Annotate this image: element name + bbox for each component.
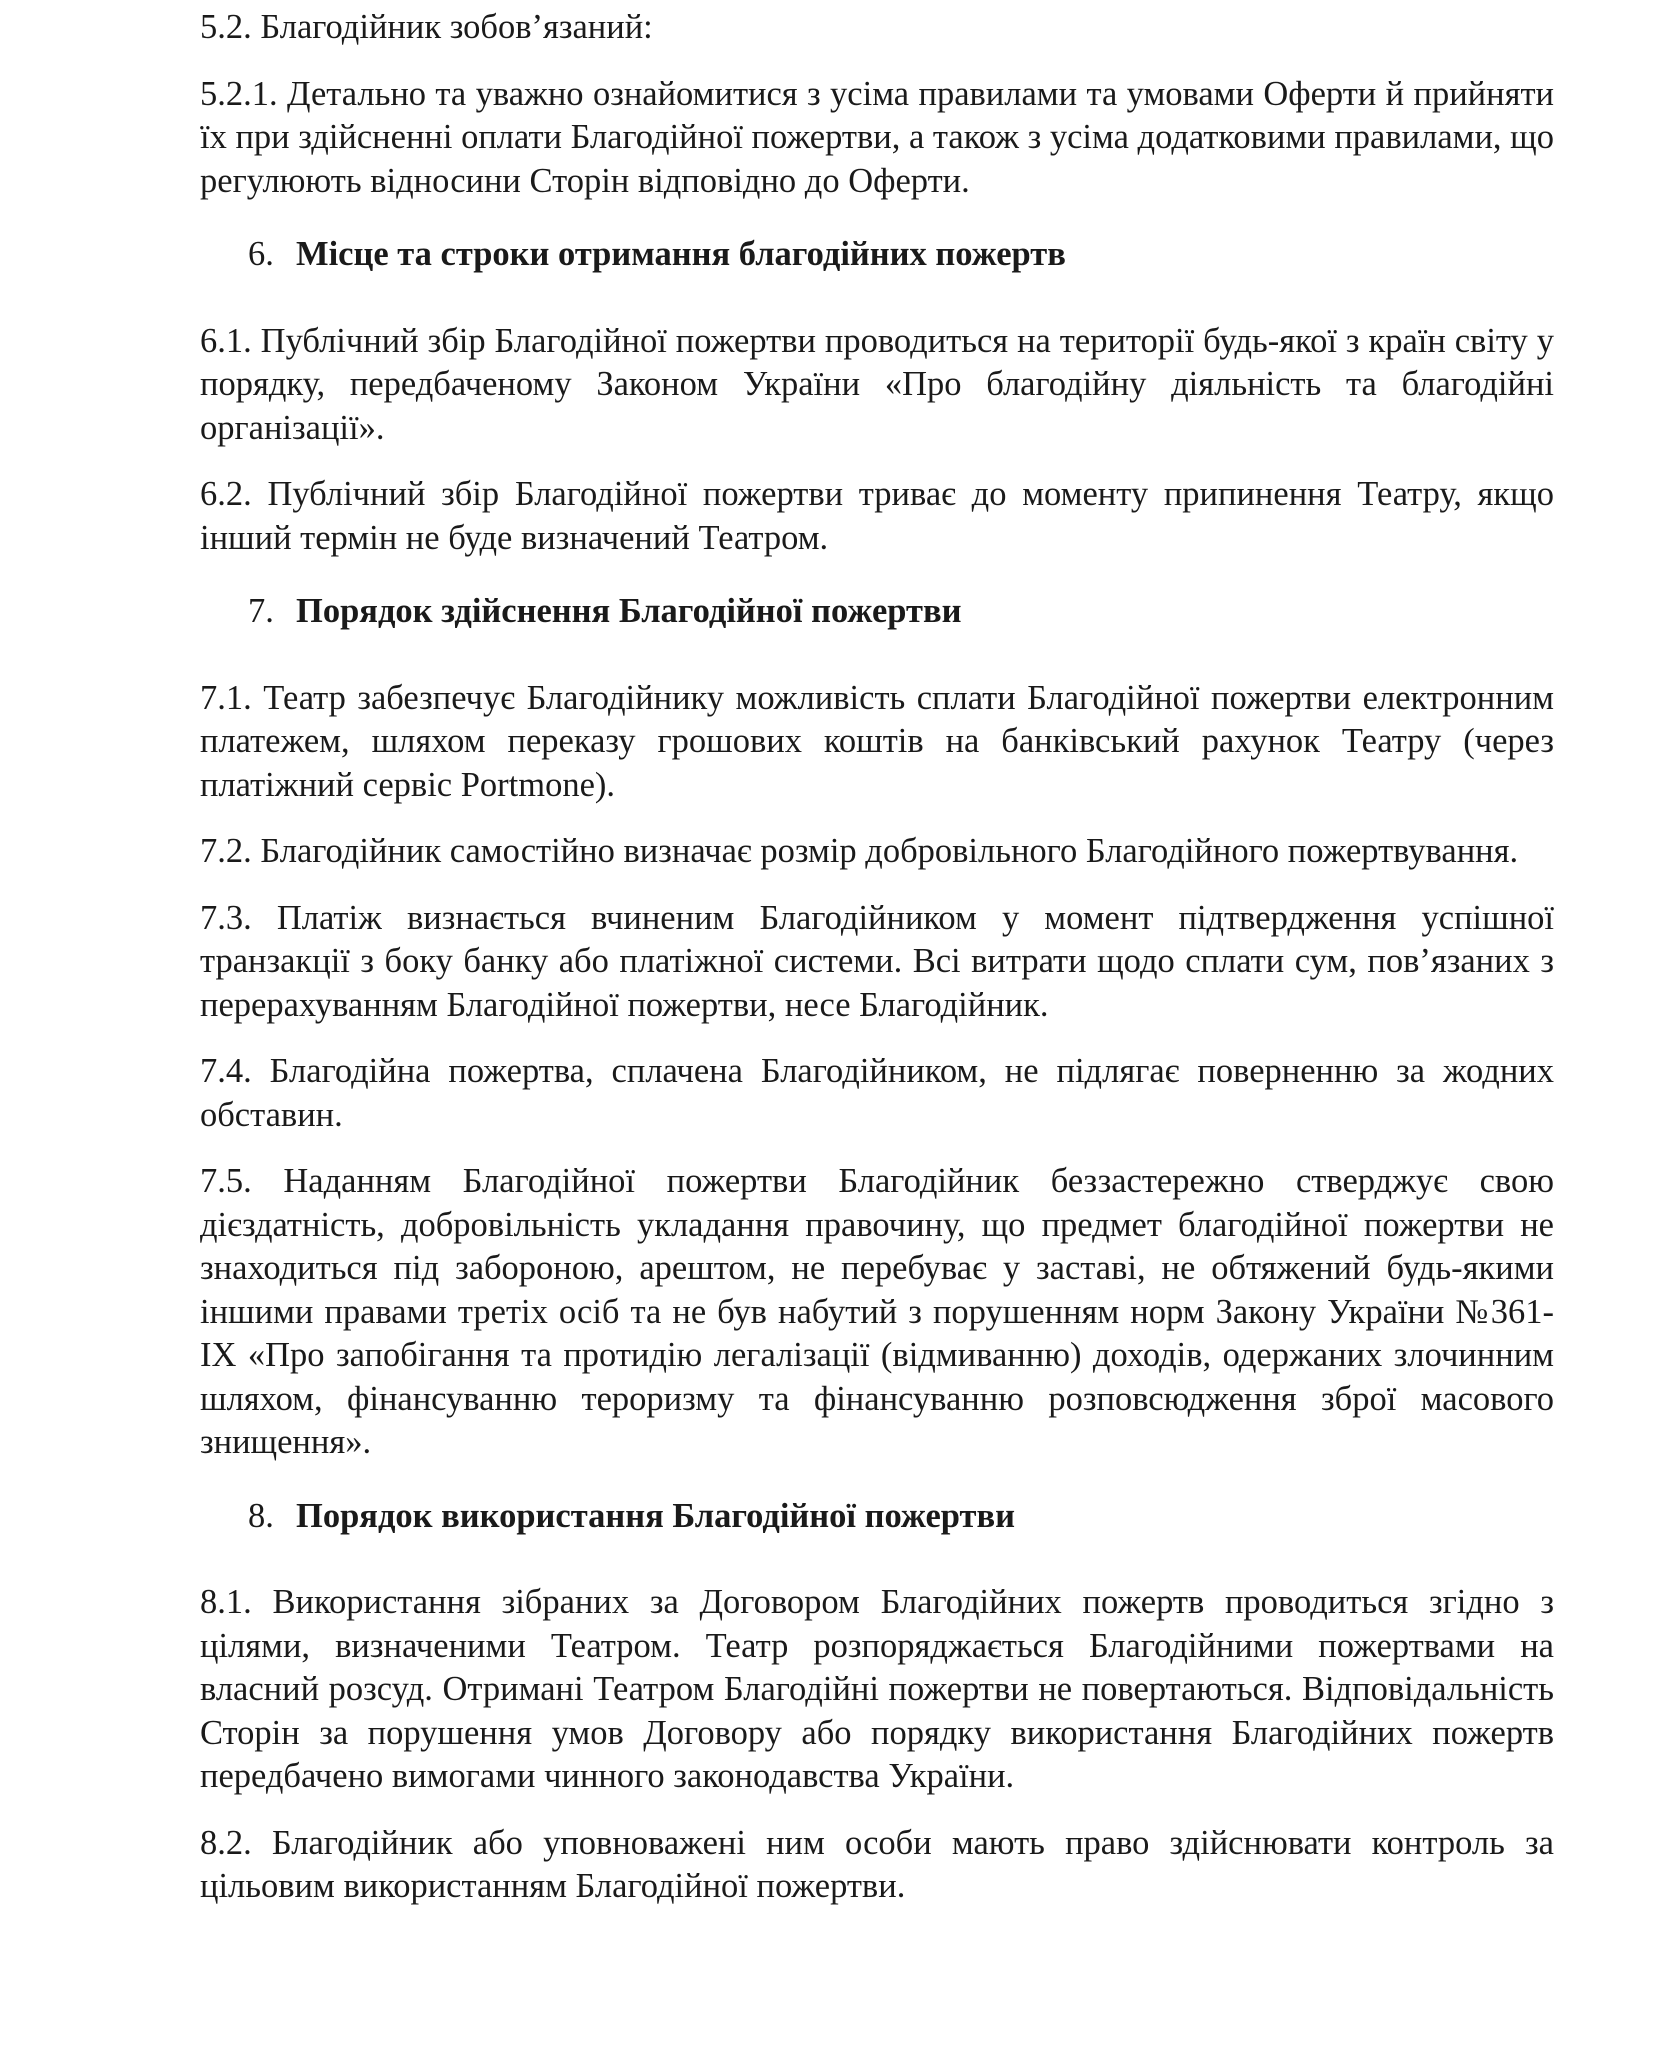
clause-7-1: 7.1. Театр забезпечує Благодійнику можливість сплати Благодійної пожертви електронним платежем, шляхом переказу грошових коштів на банківський рахунок Театру (через платіжний сервіс Portmone). [200, 678, 1554, 804]
section-6-title: Місце та строки отримання благодійних пожертв [296, 235, 1066, 273]
clause-8-2: 8.2. Благодійник або уповноважені ним особи мають право здійснювати контроль за цільовим використанням Благодійної пожертви. [200, 1823, 1554, 1905]
section-8-title: Порядок використання Благодійної пожертви [296, 1496, 1015, 1535]
clause-6-1: 6.1. Публічний збір Благодійної пожертви проводиться на території будь-якої з країн світу у порядку, передбаченому Законом України «Про благодійну діяльність та благодійні організації». [200, 321, 1554, 447]
section-7-title: Порядок здійснення Благодійної пожертви [296, 592, 962, 630]
section-7-number: 7. [248, 592, 274, 630]
clause-8-1: 8.1. Використання зібраних за Договором Благодійних пожертв проводиться згідно з цілями, визначеними Театром. Театр розпоряджається Благодійними пожертвами на власний розсуд. Отримані Театром Благодійні пожертви не повертаються. Відповідальність Сторін за порушення умов Договору або порядку використання Благодійних пожертв передбачено вимогами чинного законодавства України. [200, 1583, 1554, 1795]
section-6-heading [200, 233, 1554, 277]
clause-7-5: 7.5. Наданням Благодійної пожертви Благодійник беззастережно стверджує свою дієздатність, добровільність укладання правочину, що предмет благодійної пожертви не знаходиться під забороною, арештом, не перебуває у заставі, не обтяжений будь-якими іншими правами третіх осіб та не був набутий з порушенням норм Закону України №361-IX «Про запобігання та протидію легалізації (відмиванню) доходів, одержаних злочинним шляхом, фінансуванню тероризму та фінансуванню розповсюдження зброї масового знищення». [200, 1162, 1554, 1461]
section-8-number: 8. [248, 1496, 274, 1535]
clause-6-2: 6.2. Публічний збір Благодійної пожертви триває до моменту припинення Театру, якщо інший термін не буде визначений Театром. [200, 475, 1554, 557]
clause-7-4: 7.4. Благодійна пожертва, сплачена Благодійником, не підлягає поверненню за жодних обставин. [200, 1052, 1554, 1134]
clause-5-2: 5.2. Благодійник зобов’язаний: [200, 8, 653, 46]
clause-5-2-1: 5.2.1. Детально та уважно ознайомитися з усіма правилами та умовами Оферти й прийняти їх при здійсненні оплати Благодійної пожертви, а також з усіма додатковими правилами, що регулюють відносини Сторін відповідно до Оферти. [200, 74, 1554, 200]
clause-7-3: 7.3. Платіж визнається вчиненим Благодійником у момент підтвердження успішної транзакції з боку банку або платіжної системи. Всі витрати щодо сплати сум, пов’язаних з перерахуванням Благодійної пожертви, несе Благодійник. [200, 898, 1554, 1024]
section-7-heading [200, 590, 1554, 634]
section-6-number: 6. [248, 235, 274, 273]
clause-7-2: 7.2. Благодійник самостійно визначає розмір добровільного Благодійного пожертвування. [200, 832, 1519, 870]
section-8-heading [200, 1495, 1554, 1539]
document-page [200, 6, 1554, 1932]
